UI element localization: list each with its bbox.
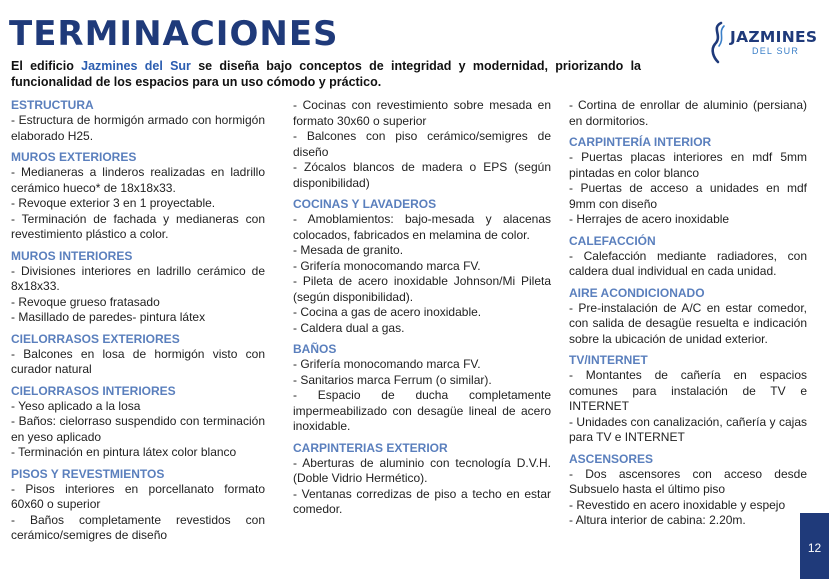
- spec-section: [11, 150, 265, 243]
- brand-logo: [706, 20, 826, 64]
- spec-line: - Balcones en losa de hormigón visto con curador natural: [11, 346, 265, 376]
- section-heading: MUROS EXTERIORES: [11, 150, 137, 164]
- spec-line: - Sanitarios marca Ferrum (o similar).: [293, 372, 492, 387]
- spec-section: [11, 98, 265, 144]
- spec-line: - Dos ascensores con acceso desde Subsuelo hasta el último piso: [569, 466, 807, 496]
- spec-line: - Divisiones interiores en ladrillo cerámico de 8x18x33.: [11, 263, 265, 293]
- spec-section: [569, 353, 807, 446]
- section-heading: BAÑOS: [293, 342, 337, 356]
- spec-section: [11, 384, 265, 461]
- column-1: [11, 98, 265, 550]
- spec-line: - Calefacción mediante radiadores, con caldera dual individual en cada unidad.: [569, 248, 807, 278]
- spec-line: - Cocinas con revestimiento sobre mesada en formato 30x60 o superior: [293, 98, 551, 128]
- spec-line: - Ventanas corredizas de piso a techo en estar comedor.: [293, 486, 551, 516]
- spec-line: - Yeso aplicado a la losa: [11, 398, 141, 413]
- section-heading: CIELORRASOS EXTERIORES: [11, 331, 180, 346]
- intro-paragraph: [11, 58, 641, 90]
- spec-section: [569, 135, 807, 228]
- spec-section: [569, 452, 807, 529]
- spec-line: - Puertas de acceso a unidades en mdf 9mm con diseño: [569, 181, 807, 211]
- spec-line: - Pileta de acero inoxidable Johnson/Mi Pileta (según disponibilidad).: [293, 274, 551, 304]
- intro-brand-name: Jazmines del Sur: [81, 59, 191, 73]
- spec-line: - Espacio de ducha completamente impermeabilizado con desagüe lineal de acero inoxidable.: [293, 388, 551, 433]
- spec-line: - Estructura de hormigón armado con hormigón elaborado H25.: [11, 113, 265, 143]
- spec-section: [569, 234, 807, 280]
- spec-line: - Revoque exterior 3 en 1 proyectable.: [11, 196, 216, 210]
- spec-section: [293, 342, 551, 435]
- spec-line: - Masillado de paredes- pintura látex: [11, 310, 206, 324]
- page-number-tab: [800, 513, 829, 579]
- page-number: 12: [807, 541, 822, 555]
- spec-line: - Revoque grueso fratasado: [11, 294, 160, 309]
- logo-word: JAZMINES: [730, 28, 818, 46]
- spec-line: - Puertas placas interiores en mdf 5mm pintadas en color blanco: [569, 150, 807, 180]
- spec-line: - Herrajes de acero inoxidable: [569, 212, 730, 226]
- spec-line: - Revestido en acero inoxidable y espejo: [569, 497, 786, 512]
- spec-line: - Unidades con canalización, cañería y cajas para TV e INTERNET: [569, 414, 807, 444]
- logo-subtitle: DEL SUR: [752, 46, 800, 56]
- section-heading: MUROS INTERIORES: [11, 248, 133, 263]
- column-2: [293, 98, 551, 524]
- section-heading: CIELORRASOS INTERIORES: [11, 383, 176, 398]
- spec-line: - Baños completamente revestidos con cerámico/semigres de diseño: [11, 512, 265, 542]
- spec-section: [293, 441, 551, 518]
- spec-line: - Mesada de granito.: [293, 243, 404, 257]
- spec-line: - Zócalos blancos de madera o EPS (según disponibilidad): [293, 160, 551, 190]
- section-heading: PISOS Y REVESTMIENTOS: [11, 466, 165, 481]
- spec-line: - Montantes de cañería en espacios comunes para instalación de TV e INTERNET: [569, 368, 807, 413]
- section-heading: ESTRUCTURA: [11, 98, 94, 112]
- spec-section: [293, 197, 551, 336]
- intro-text-end: se diseña bajo conceptos de integridad y modernidad, priorizando la funcionalidad de los espacios para un uso cómodo y práctico.: [11, 59, 641, 89]
- spec-line: - Terminación de fachada y medianeras con revestimiento plástico a color.: [11, 211, 265, 241]
- spec-line: - Pisos interiores en porcellanato formato 60x60 o superior: [11, 481, 265, 511]
- section-heading: COCINAS Y LAVADEROS: [293, 197, 437, 211]
- spec-line: - Pre-instalación de A/C en estar comedor, con salida de desagüe resuelta e indicación sobre la ubicación de unidad exterior.: [569, 300, 807, 346]
- section-heading: ASCENSORES: [569, 451, 654, 466]
- spec-line: - Grifería monocomando marca FV.: [293, 258, 481, 273]
- spec-section: [11, 332, 265, 378]
- spec-line: - Balcones con piso cerámico/semigres de diseño: [293, 129, 551, 159]
- spec-line: - Grifería monocomando marca FV.: [293, 357, 481, 371]
- spec-line: - Amoblamientos: bajo-mesada y alacenas colocados, fabricados en melamina de color.: [293, 212, 551, 242]
- spec-section: [11, 249, 265, 326]
- spec-section: [569, 98, 807, 129]
- section-heading: CALEFACCIÓN: [569, 233, 656, 248]
- spec-line: - Altura interior de cabina: 2.20m.: [569, 513, 746, 527]
- spec-section: [293, 98, 551, 191]
- section-heading: CARPINTERÍA INTERIOR: [569, 135, 712, 149]
- section-heading: CARPINTERIAS EXTERIOR: [293, 440, 448, 455]
- column-3: [569, 98, 807, 535]
- spec-section: [569, 286, 807, 348]
- spec-line: - Terminación en pintura látex color blanco: [11, 445, 237, 459]
- spec-line: - Baños: cielorraso suspendido con terminación en yeso aplicado: [11, 414, 265, 444]
- intro-text-start: El edificio: [11, 59, 82, 73]
- spec-section: [11, 467, 265, 544]
- spec-line: - Cortina de enrollar de aluminio (persiana) en dormitorios.: [569, 98, 807, 128]
- jasmine-swirl-icon: [706, 20, 728, 64]
- spec-line: - Caldera dual a gas.: [293, 320, 405, 335]
- spec-line: - Medianeras a linderos realizadas en ladrillo cerámico hueco* de 18x18x33.: [11, 165, 265, 195]
- section-heading: TV/INTERNET: [569, 353, 648, 367]
- spec-line: - Cocina a gas de acero inoxidable.: [293, 305, 482, 319]
- spec-line: - Aberturas de aluminio con tecnología D.V.H. (Doble Vidrio Hermético).: [293, 455, 551, 485]
- page-title: TERMINACIONES: [9, 14, 339, 54]
- section-heading: AIRE ACONDICIONADO: [569, 285, 705, 300]
